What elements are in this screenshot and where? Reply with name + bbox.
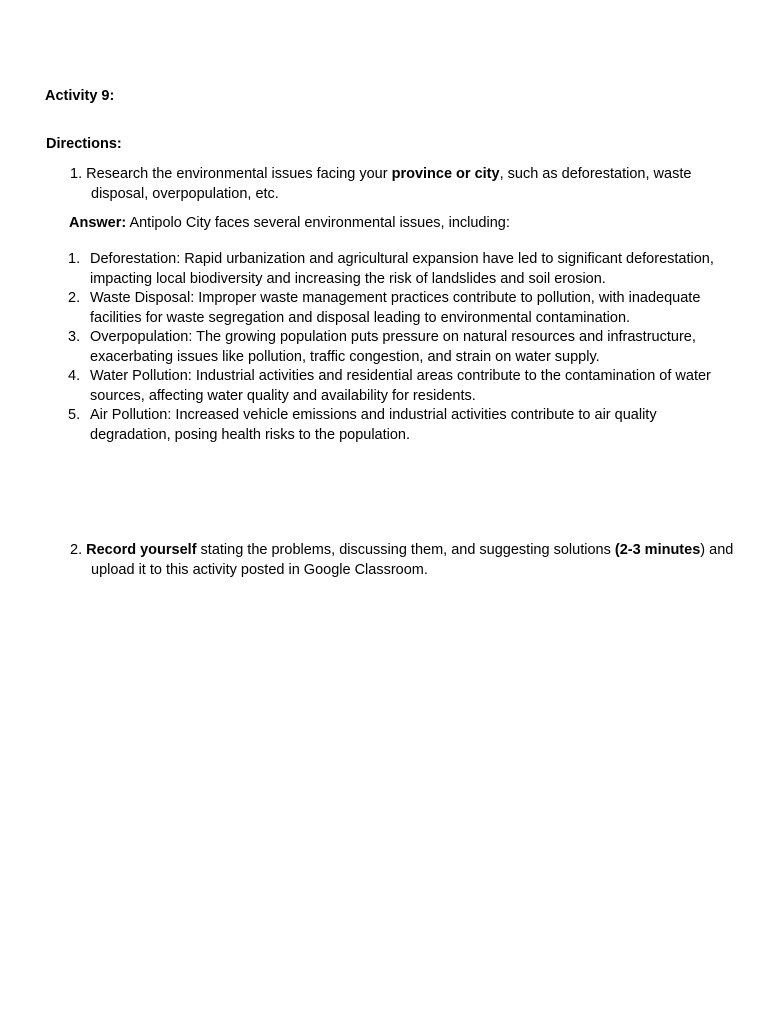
issues-list [68, 250, 738, 445]
direction-item-2-text-a: stating the problems, discussing them, and suggesting solutions [196, 542, 615, 558]
direction-item-2 [70, 541, 751, 580]
issue-number: 5. [68, 407, 81, 423]
answer-label: Answer: [69, 215, 127, 231]
issue-number: 3. [68, 329, 81, 345]
directions-label: Directions: [46, 136, 122, 152]
answer-intro: Antipolo City faces several environmental issues, including: [126, 215, 510, 231]
direction-item-2-bold-b: (2-3 minutes [614, 542, 701, 558]
issue-item-5 [68, 406, 738, 445]
answer-line [69, 214, 510, 234]
direction-item-1-bold-a: province or city [391, 166, 500, 182]
issue-text: Air Pollution: Increased vehicle emissions and industrial activities contribute to air quality degradation, posing health risks to the population. [90, 407, 657, 443]
issue-text: Deforestation: Rapid urbanization and agricultural expansion have led to significant deforestation, impacting local biodiversity and increasing the risk of landslides and soil erosion. [90, 251, 714, 287]
issue-item-3 [68, 328, 738, 367]
issue-number: 4. [68, 368, 81, 384]
issue-item-2 [68, 289, 738, 328]
direction-item-1-text-b: , such as deforestation, waste disposal, overpopulation, etc. [91, 166, 692, 202]
direction-item-1 [70, 165, 751, 204]
direction-item-1-text-a: Research the environmental issues facing your [82, 166, 392, 182]
direction-item-1-number: 1. [70, 166, 83, 182]
issue-text: Overpopulation: The growing population puts pressure on natural resources and infrastructure, exacerbating issues like pollution, traffic congestion, and strain on water supply. [90, 329, 696, 365]
issue-text: Water Pollution: Industrial activities and residential areas contribute to the contamination of water sources, affecting water quality and availability for residents. [90, 368, 711, 404]
direction-item-2-text-b: ) and upload it to this activity posted in Google Classroom. [91, 542, 734, 578]
activity-title: Activity 9: [45, 88, 115, 104]
issue-item-1 [68, 250, 738, 289]
direction-item-2-number: 2. [70, 542, 83, 558]
issue-number: 1. [68, 251, 81, 267]
issue-number: 2. [68, 290, 81, 306]
direction-item-2-bold-a: Record yourself [86, 542, 197, 558]
issue-text: Waste Disposal: Improper waste management practices contribute to pollution, with inadequate facilities for waste segregation and disposal leading to environmental contamination. [90, 290, 701, 326]
issue-item-4 [68, 367, 738, 406]
